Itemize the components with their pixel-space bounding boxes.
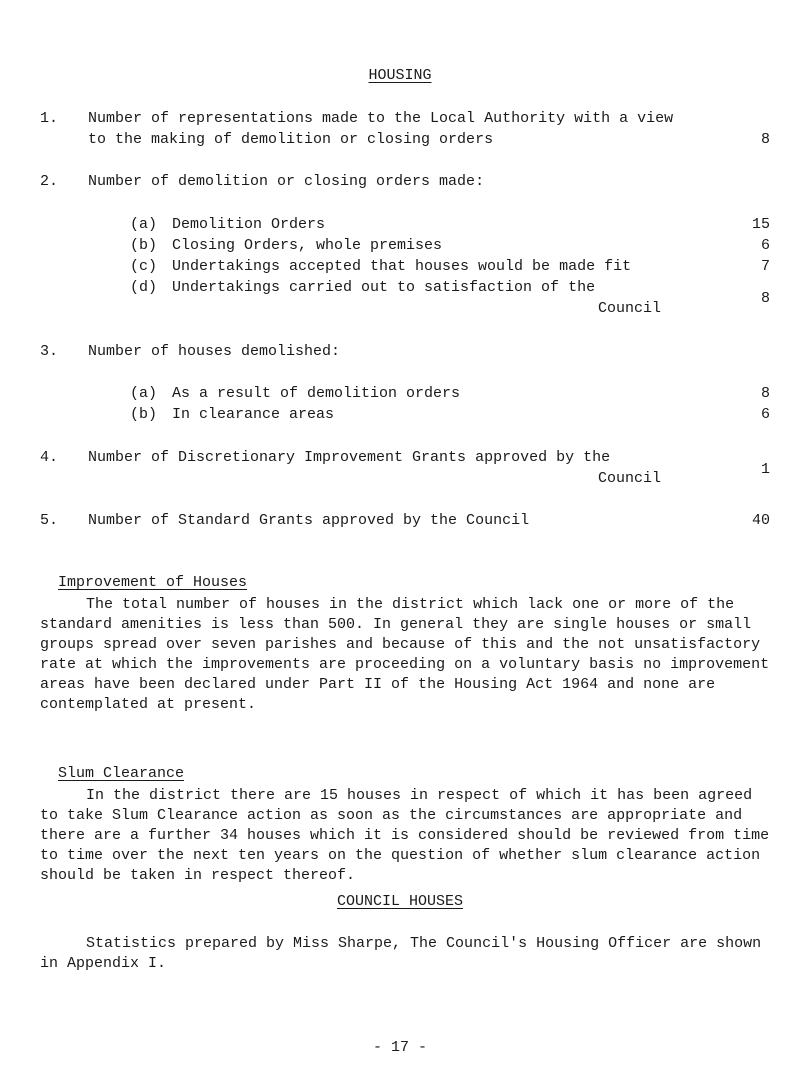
sub-text: As a result of demolition orders (172, 385, 461, 402)
section-heading: COUNCIL HOUSES (336, 893, 464, 910)
item-number: 5. (40, 512, 59, 529)
item-number: 1. (40, 110, 59, 127)
sub-value: 6 (760, 406, 770, 423)
item-text: Number of demolition or closing orders made: (88, 173, 485, 190)
sub-value: 7 (760, 258, 770, 275)
sub-label: (c) (130, 258, 158, 275)
sub-text: Demolition Orders (172, 216, 326, 233)
slum-paragraph: In the district there are 15 houses in respect of which it has been agreed to take Slum Clearance action as soon as the circumstances are appropriate and there are a further 34 houses which it is considered should be reviewed from time to time over the next ten years on the question of whether slum clearance action should be taken in respect thereof. (40, 787, 770, 884)
page-title: HOUSING (368, 67, 432, 84)
sub-label: (a) (130, 216, 158, 233)
sub-value: 8 (760, 290, 770, 307)
sub-text: Closing Orders, whole premises (172, 237, 443, 254)
item-number: 2. (40, 173, 59, 190)
item-value: 8 (760, 131, 770, 148)
page-number: - 17 - (372, 1039, 427, 1056)
sub-value: 8 (760, 385, 770, 402)
sub-text: Undertakings accepted that houses would be made fit (172, 258, 632, 275)
sub-label: (b) (130, 406, 158, 423)
item-text: Number of representations made to the Local Authority with a view (88, 110, 674, 127)
council-paragraph: Statistics prepared by Miss Sharpe, The Council's Housing Officer are shown in Appendix I. (40, 935, 762, 972)
section-heading: Improvement of Houses (58, 574, 248, 591)
section-heading: Slum Clearance (58, 765, 185, 782)
sub-value: 15 (751, 216, 770, 233)
sub-text: Undertakings carried out to satisfaction of the (172, 279, 596, 296)
item-text: Number of houses demolished: (88, 343, 341, 360)
item-text: Council (598, 470, 662, 487)
sub-value: 6 (760, 237, 770, 254)
item-text: Number of Standard Grants approved by the Council (88, 512, 530, 529)
sub-text: Council (598, 300, 662, 317)
sub-text: In clearance areas (172, 406, 335, 423)
item-value: 1 (760, 461, 770, 478)
item-number: 3. (40, 343, 59, 360)
sub-label: (d) (130, 279, 158, 296)
item-number: 4. (40, 449, 59, 466)
sub-label: (a) (130, 385, 158, 402)
item-text: to the making of demolition or closing orders (88, 131, 494, 148)
sub-label: (b) (130, 237, 158, 254)
improvement-paragraph: The total number of houses in the district which lack one or more of the standard amenities is less than 500. In general they are single houses or small groups spread over seven parishes and because of this and the not unsatisfactory rate at which the improvements are proceeding on a voluntary basis no improvement areas have been declared under Part II of the Housing Act 1964 and none are contemplated at present. (40, 596, 770, 713)
item-text: Number of Discretionary Improvement Grants approved by the (88, 449, 611, 466)
item-value: 40 (751, 512, 770, 529)
